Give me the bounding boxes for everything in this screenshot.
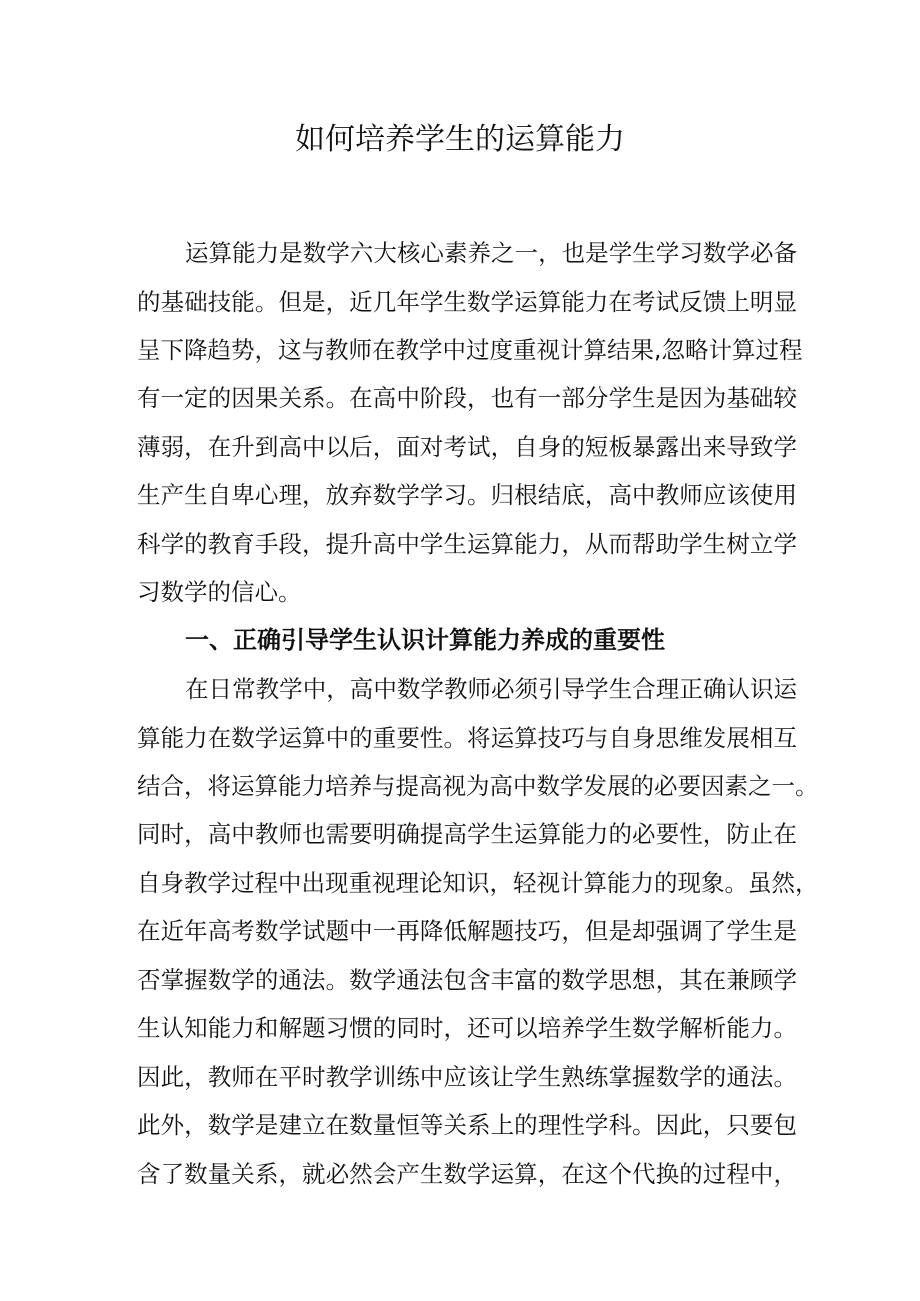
document-title: 如何培养学生的运算能力 [295,122,625,157]
paragraph-2-line-7: 否掌握数学的通法。数学通法包含丰富的数学思想，其在兼顾学 [137,966,797,994]
paragraph-2-line-4: 同时，高中教师也需要明确提高学生运算能力的必要性，防止在 [137,820,797,848]
paragraph-1-line-2: 的基础技能。但是，近几年学生数学运算能力在考试反馈上明显 [137,288,797,316]
paragraph-1-line-5: 薄弱，在升到高中以后，面对考试，自身的短板暴露出来导致学 [137,433,797,461]
section-1-heading: 一、正确引导学生认识计算能力养成的重要性 [185,626,665,654]
paragraph-1-line-1: 运算能力是数学六大核心素养之一，也是学生学习数学必备 [185,239,797,267]
paragraph-2-line-6: 在近年高考数学试题中一再降低解题技巧，但是却强调了学生是 [137,917,797,945]
paragraph-1-line-4: 有一定的因果关系。在高中阶段，也有一部分学生是因为基础较 [137,384,797,412]
paragraph-2-line-3: 结合，将运算能力培养与提高视为高中数学发展的必要因素之一。 [137,772,819,800]
paragraph-2-line-11: 含了数量关系，就必然会产生数学运算，在这个代换的过程中， [137,1160,797,1188]
paragraph-2-line-8: 生认知能力和解题习惯的同时，还可以培养学生数学解析能力。 [137,1014,797,1042]
paragraph-1-line-3: 呈下降趋势，这与教师在教学中过度重视计算结果,忽略计算过程 [137,336,803,364]
paragraph-2-line-2: 算能力在数学运算中的重要性。将运算技巧与自身思维发展相互 [137,724,797,752]
paragraph-2-line-5: 自身教学过程中出现重视理论知识，轻视计算能力的现象。虽然， [137,869,819,897]
paragraph-1-line-7: 科学的教育手段，提升高中学生运算能力，从而帮助学生树立学 [137,530,797,558]
paragraph-2-line-10: 此外，数学是建立在数量恒等关系上的理性学科。因此，只要包 [137,1111,797,1139]
paragraph-2-line-9: 因此，教师在平时教学训练中应该让学生熟练掌握数学的通法。 [137,1063,797,1091]
paragraph-2-line-1: 在日常教学中，高中数学教师必须引导学生合理正确认识运 [185,675,797,703]
paragraph-1-line-8: 习数学的信心。 [137,578,302,606]
paragraph-1-line-6: 生产生自卑心理，放弃数学学习。归根结底，高中教师应该使用 [137,481,797,509]
